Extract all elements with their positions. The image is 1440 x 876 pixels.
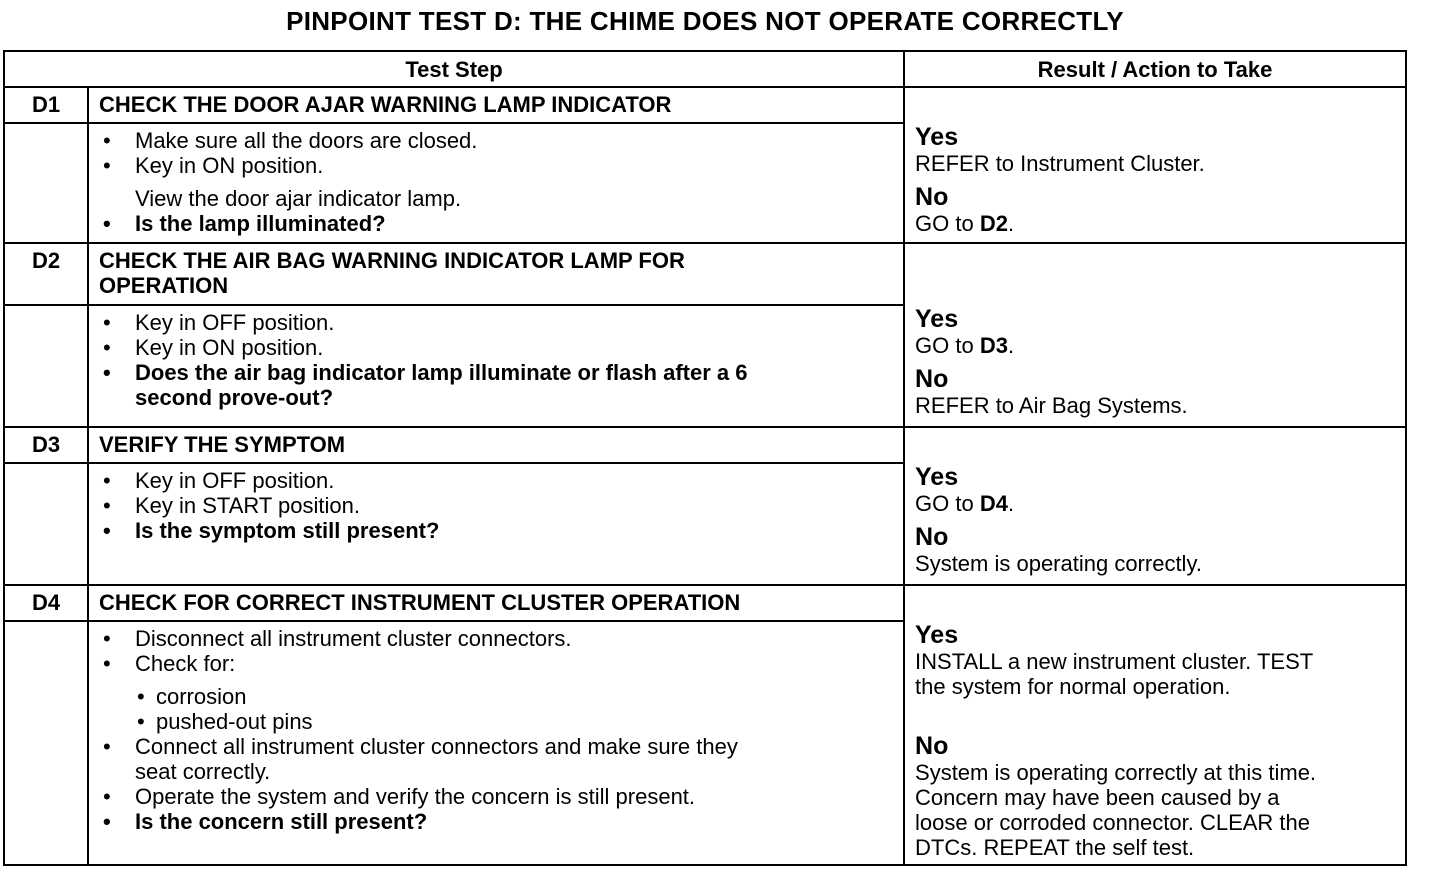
step-heading: CHECK THE DOOR AJAR WARNING LAMP INDICATOR <box>88 87 904 123</box>
step-id: D4 <box>4 585 88 621</box>
bullet-item: • Key in START position. <box>99 493 893 518</box>
no-label: No <box>915 365 949 393</box>
goto-step-link[interactable]: D4 <box>979 491 1008 516</box>
yes-action: REFER to Instrument Cluster. <box>915 151 1205 176</box>
yes-label: Yes <box>915 123 959 151</box>
header-test-step: Test Step <box>4 51 904 87</box>
page-title: PINPOINT TEST D: THE CHIME DOES NOT OPERATE CORRECTLY <box>286 6 1124 36</box>
step-id-blank <box>4 305 88 427</box>
table-header-row <box>4 51 1406 87</box>
no-label: No <box>915 183 949 211</box>
step-d2-heading-row <box>4 243 1406 305</box>
bullet-item: • Key in OFF position. <box>99 468 893 493</box>
question-item: • Is the lamp illuminated? <box>99 211 893 236</box>
goto-step-link[interactable]: D2 <box>979 211 1008 236</box>
step-id: D3 <box>4 427 88 463</box>
bullet-item: • Key in OFF position. <box>99 310 893 335</box>
step-id: D2 <box>4 243 88 305</box>
pinpoint-test-table <box>3 50 1407 866</box>
note-text: View the door ajar indicator lamp. <box>135 186 462 211</box>
step-id-blank <box>4 621 88 865</box>
step-body <box>88 463 904 585</box>
step-heading: VERIFY THE SYMPTOM <box>88 427 904 463</box>
header-result: Result / Action to Take <box>904 51 1406 87</box>
step-d2-result <box>904 243 1406 427</box>
step-d3-result <box>904 427 1406 585</box>
step-id: D1 <box>4 87 88 123</box>
step-heading: CHECK FOR CORRECT INSTRUMENT CLUSTER OPERATION <box>88 585 904 621</box>
goto-step-link[interactable]: D3 <box>979 333 1008 358</box>
sub-bullet-item: • corrosion <box>99 684 893 709</box>
bullet-item: • Check for: <box>99 651 893 676</box>
bullet-item: • Key in ON position. <box>99 153 893 178</box>
yes-label: Yes <box>915 305 959 333</box>
step-body <box>88 305 904 427</box>
step-id-blank <box>4 123 88 243</box>
question-item: • Is the concern still present? <box>99 809 893 834</box>
step-d4-result <box>904 585 1406 865</box>
yes-action: GO to D3. <box>915 333 1015 358</box>
no-action: System is operating correctly. <box>915 551 1202 576</box>
bullet-item: • Connect all instrument cluster connectors and make sure they seat correctly. <box>99 734 893 784</box>
no-action: GO to D2. <box>915 211 1015 236</box>
no-label: No <box>915 523 949 551</box>
bullet-item: • Key in ON position. <box>99 335 893 360</box>
step-d3-heading-row <box>4 427 1406 463</box>
sub-bullet-item: • pushed-out pins <box>99 709 893 734</box>
no-action: System is operating correctly at this time. Concern may have been caused by a loose or corroded connector. CLEAR the DTCs. REPEAT the self test. <box>915 760 1317 860</box>
no-action: REFER to Air Bag Systems. <box>915 393 1188 418</box>
yes-label: Yes <box>915 463 959 491</box>
step-d1-heading-row <box>4 87 1406 123</box>
step-d1-result <box>904 87 1406 243</box>
step-id-blank <box>4 463 88 585</box>
bullet-item: • Disconnect all instrument cluster connectors. <box>99 626 893 651</box>
bullet-item: • Operate the system and verify the concern is still present. <box>99 784 893 809</box>
yes-label: Yes <box>915 621 959 649</box>
yes-action: INSTALL a new instrument cluster. TEST the system for normal operation. <box>915 649 1314 699</box>
bullet-item: • Make sure all the doors are closed. <box>99 128 893 153</box>
no-label: No <box>915 732 949 760</box>
step-d4-heading-row <box>4 585 1406 621</box>
yes-action: GO to D4. <box>915 491 1015 516</box>
question-item: • Does the air bag indicator lamp illuminate or flash after a 6 second prove-out? <box>99 360 893 410</box>
step-body <box>88 621 904 865</box>
step-body <box>88 123 904 243</box>
step-heading: CHECK THE AIR BAG WARNING INDICATOR LAMP FOR OPERATION <box>88 243 904 305</box>
question-item: • Is the symptom still present? <box>99 518 893 543</box>
